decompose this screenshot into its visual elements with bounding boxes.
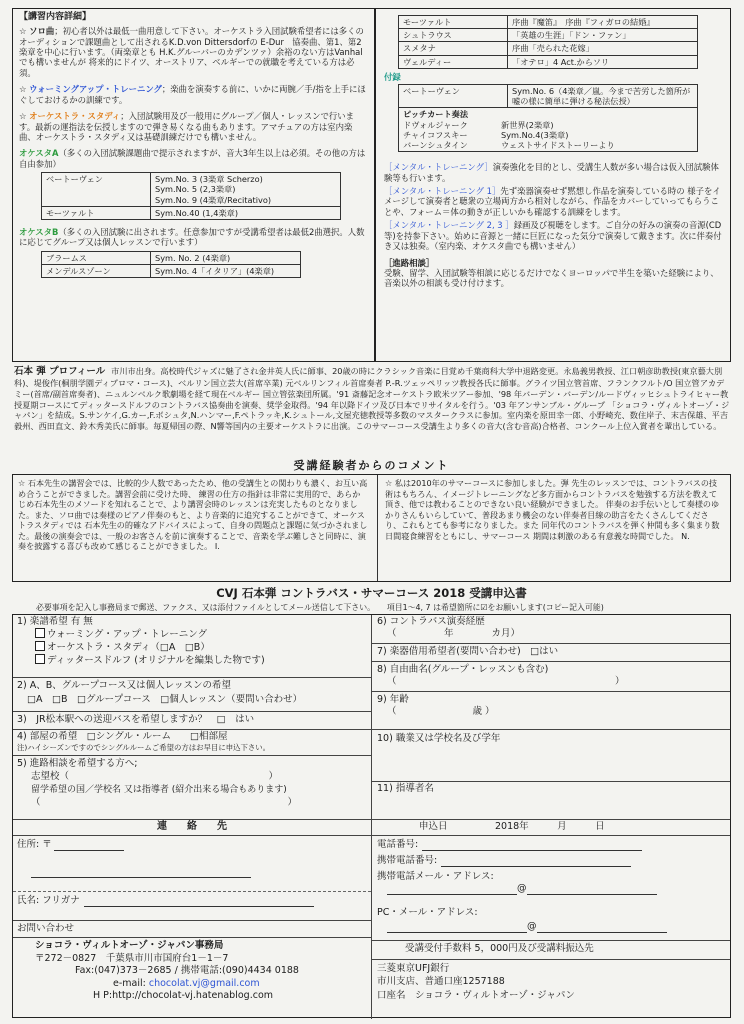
- postal-code-line[interactable]: [54, 841, 124, 851]
- table-row: [399, 16, 698, 29]
- appendix-table: [398, 84, 698, 152]
- contact-divider: [371, 819, 372, 1019]
- at-sign: @: [517, 882, 527, 894]
- table-row: [42, 264, 301, 277]
- phone-line[interactable]: [422, 841, 642, 851]
- composer-text: ドヴォルジャーク: [403, 119, 468, 130]
- inquiry-label: お問い合わせ: [17, 923, 75, 934]
- q11-label[interactable]: 11) 指導者名: [377, 783, 434, 794]
- mental2-text: 先ず楽器演奏せず黙想し作品を演奏している時の 様子をイメージして演奏者と聴衆の立場両方から相対しながら、作品をカバーしていってもらうことや、フォーム＝体の動きが正しいかも確認する訓練をします。: [384, 185, 721, 217]
- works-cell: Sym. No. 2 (4楽章): [151, 251, 301, 264]
- mobile-email-label: 携帯電話メール・アドレス:: [377, 871, 494, 882]
- form-line: [13, 937, 371, 938]
- q5-block[interactable]: [17, 757, 369, 809]
- q1-option[interactable]: [35, 641, 367, 654]
- solo-label: ソロ曲: [29, 26, 55, 37]
- form-line: [371, 959, 730, 960]
- q8-label: 8) 自由曲名(グループ・レッスンも含む): [377, 664, 549, 675]
- orch-text: ；入団試験用及び一般用にグループ／個人・レッスンで行います。最新の運指法を伝授しますので弾き易くなる曲もあります。アマチュアの方は室内楽曲、オーケストラ・スタディ又は基礎訓練だけでも構いません。: [19, 111, 355, 142]
- phone-field[interactable]: [377, 839, 727, 851]
- works-cell: Sym.No. 4「イタリア」(4楽章): [151, 264, 301, 277]
- mental1-section: [384, 162, 722, 183]
- composer-cell: モーツァルト: [42, 206, 151, 219]
- solo-section: ☆ ソロ曲；初心者以外は最低一曲用意して下さい。オーケストラ入団試験希望者には多くのオーディションで課題曲として出されるK.D.von Dittersdorfの E-Dur 協奏曲、第1、第2楽章を中心に行います。（両楽章とも H.K.グルーバーのカデンツァ）余裕のない方はVanhalでも構いませんが 将来的にドイツ、オーストリア、ベルギーでの就職を考えている方は必須。: [19, 26, 364, 78]
- table-row: [42, 251, 301, 264]
- course-details-box: [12, 8, 375, 362]
- form-line: [371, 940, 730, 941]
- works-cell: 「オテロ」4 Act.からソリ: [508, 55, 698, 68]
- q6-label: 6) コントラバス演奏経歴: [377, 616, 485, 627]
- bank-account: 口座名 ショコラ・ヴィルトオーゾ・ジャパン: [377, 989, 575, 1001]
- repertoire-box: [375, 8, 731, 362]
- checkbox-icon[interactable]: [35, 628, 45, 638]
- fee-label: 受講受付手数料 5，000円及び受講料振込先: [405, 943, 594, 954]
- works-cell: Sym.No. 3 (3楽章 Scherzo) Sym.No. 5 (2,3楽章) Sym.No. 9 (4楽章/Recitativo): [151, 173, 341, 207]
- q1-option-label: オーケストラ・スタディ（□A □B）: [47, 641, 210, 653]
- address-field[interactable]: [17, 839, 367, 851]
- composer-cell: ヴェルディー: [399, 55, 508, 68]
- address-label: 住所: 〒: [17, 839, 52, 850]
- works-text: 新世界(2楽章): [501, 119, 554, 130]
- works-cell: 序曲「売られた花嫁」: [508, 42, 698, 55]
- table-row: [399, 55, 698, 68]
- orchA-label: オケスタA: [19, 148, 59, 159]
- name-field[interactable]: [17, 895, 367, 907]
- q1-option[interactable]: [35, 628, 367, 641]
- profile-text: 市川市出身。高校時代ジャズに魅了され金井英人氏に師事、20歳の時にクラシック音楽に目覚め千葉商科大学中退路変更。永島義男教授、江口朝彦助教授(東京藝大別科)、堤俊作(桐朋学園ディプロマ・コース)、ベルリン国立芸大(首席卒業) 元ベルリンフィル首席奏者 P.-R.ツェッペリッツ教授各氏に師事。グライツ国立管首席、フランクフルト/O 国立管アカデミー(首席/副首席奏者)、ニュルンベルク歌劇場を経て現在ベルギー 国立管弦楽団所属。'91 斎藤記念オーケストラ欧米ツアー参加、'98 年バーデン・バーデン/ルードヴィッヒシュトライヒャー教授夏期コースにてディッタースドルフのコントラバス協奏曲を演奏、奨学金取得。'94 年以降ドイツ及び日本でリサイタルを行う。'03 年アンサンブル・グループ 「ショコラ・ヴィルトオーゾ・ジャパン」を結成。S.サンケイ,G.カー,F.ボシュタ,N.ハンマー,F.ペトラッキ,K.シュトール,文屋充徳教授等多数のマスタークラスに参加。室内楽を原田幸一郎、小野崎充、数住岸子、末吉保雄、平吉毅州、西田直文、鈴木秀美氏に師事。毎夏帰国の際、N響等国内の主要オーケストラに出演。このサマーコース受講生より多くの音大(含む音高)合格者、コンクール上位入賞者を輩出している。: [14, 366, 730, 431]
- composer-cell: モーツァルト: [399, 16, 508, 29]
- q9-label: 9) 年齢: [377, 694, 409, 705]
- works-cell: 「英雄の生涯」「ドン・ファン」: [508, 29, 698, 42]
- bank-branch: 市川支店、普通口座1257188: [377, 976, 505, 988]
- q5-paren[interactable]: （ ）: [31, 797, 298, 809]
- q9-fill[interactable]: （ 歳 ）: [387, 705, 495, 717]
- orchB-table: [41, 251, 301, 278]
- q7-block[interactable]: 7) 楽器借用希望者(要問い合わせ) □はい: [377, 646, 559, 657]
- q5-school[interactable]: 志望校（ ）: [31, 771, 279, 783]
- form-line: [371, 691, 730, 692]
- composer-cell: ブラームス: [42, 251, 151, 264]
- composer-cell: ベートーヴェン: [42, 173, 151, 207]
- orchA-section: [19, 148, 368, 169]
- table-row: [42, 173, 341, 207]
- appendix-label: 付録: [384, 71, 401, 82]
- form-line: [371, 661, 730, 662]
- profile-section: [14, 366, 730, 458]
- mental3-section: [384, 220, 722, 251]
- comment-right-text: 私は2010年のサマーコースに参加しました。弾 先生のレッスンでは、コントラバスの技術はもちろん、イメージトレーニングなど多方面からコントラバスを勉強する方法を教えて頂き、他では教わることのできない良い経験ができました。 伴奏のお手伝いとして奏様のゆかりさんもいらしていて、普段あまり機会のない伴奏者目線の助言をたくさんしてくださり、これもとても参考になりました。また 同年代のコントラバスを弾く仲間も多く集まり数日間寝食練習をともにし、サマーコース 期間は刺激のある有意義な時間でした。 N.: [385, 478, 720, 541]
- q4-block[interactable]: [17, 731, 367, 752]
- form-line: [13, 891, 371, 892]
- q10-label[interactable]: 10) 職業又は学校名及び学年: [377, 733, 501, 744]
- mobile-email-field[interactable]: [377, 871, 727, 895]
- apply-date[interactable]: 申込日 2018年 月 日: [419, 821, 605, 832]
- at-sign: @: [527, 920, 537, 932]
- mental1-text: 演奏強化を目的とし、受講生人数が多い場合は仮入団試験体験等も行います。: [384, 162, 719, 183]
- comment-right: ☆ 私は2010年のサマーコースに参加しました。弾 先生のレッスンでは、コントラバスの技術はもちろん、イメージトレーニングなど多方面からコントラバスを勉強する方法を教えて頂き、他では教わることのできない良い経験ができました。 伴奏のお手伝いとして奏様のゆかりさんもいらしていて、普段あまり機会のない伴奏者目線の助言をたくさんしてくださり、これもとても参考になりました。また 同年代のコントラバスを弾く仲間も多く集まり数日間寝食練習をともにし、サマーコース 期間は刺激のある有意義な時間でした。 N.: [385, 478, 720, 541]
- pizz-row: [403, 130, 693, 140]
- office-address: 〒272－0827 千葉県市川市国府台1－1－7: [35, 952, 229, 964]
- comment-divider: [377, 475, 378, 581]
- q1-option[interactable]: [35, 654, 367, 667]
- table-row: [42, 206, 341, 219]
- bank-name: 三菱東京UFJ銀行: [377, 963, 450, 974]
- orchB-section: [19, 227, 368, 248]
- name-line[interactable]: [84, 897, 314, 907]
- course-details-heading: 【講習内容詳細】: [19, 12, 92, 22]
- composer-cell: シュトラウス: [399, 29, 508, 42]
- form-line: [13, 677, 371, 678]
- application-form: [12, 614, 731, 1018]
- office-info: [17, 940, 367, 1003]
- form-line: [13, 755, 371, 756]
- composer-text: バーンシュタイン: [403, 139, 468, 150]
- pc-email-field[interactable]: [377, 907, 727, 933]
- orchA-table: [41, 172, 341, 220]
- bank-info: [377, 962, 727, 1002]
- mental2-label: ［メンタル・トレーニング 1］: [384, 185, 501, 196]
- office-fax: Fax:(047)373－2685 / 携帯電話:(090)4434 0188: [75, 965, 299, 977]
- orchA-text: （多くの入団試験課題曲で提示されますが、音大3年生以上は必須。その他の方は自由参加）: [19, 148, 366, 169]
- pizzicato-cell: [399, 108, 698, 152]
- q1-option-label: ウォーミング・アップ・トレーニング: [47, 628, 208, 640]
- career-text: 受験、留学、入団試験等相談に応じるだけでなくヨーロッパで半生を築いた経験により、音楽以外の相談も受け付けます。: [384, 267, 719, 289]
- office-hp-link[interactable]: http://chocolat-vj.hatenablog.com: [112, 990, 274, 1002]
- form-line: [371, 729, 730, 730]
- career-label: ［進路相談］: [384, 257, 435, 268]
- pizz-row: [403, 140, 693, 150]
- orchB-text: （多くの入団試験に出されます。任意参加ですが受講希望者は最低2曲選択。人数に応じてグループ又は個人レッスンで行います）: [19, 226, 365, 248]
- q2-block[interactable]: [17, 680, 367, 706]
- checkbox-icon[interactable]: [35, 654, 45, 664]
- form-line: [13, 711, 371, 712]
- office-email-link[interactable]: chocolat.vj@gmail.com: [148, 977, 260, 989]
- q2-label: 2) A、B、グループコース又は個人レッスンの希望: [17, 680, 231, 691]
- pc-email-domain-line[interactable]: [537, 923, 667, 933]
- table-row: [399, 42, 698, 55]
- works-cell: Sym.No. 6（4楽章／嵐。今まで苦労した箇所が嘘の様に簡単に弾ける秘法伝授）: [508, 85, 698, 108]
- pizzicato-heading: ピッチカート奏法: [403, 109, 469, 120]
- mobile-label: 携帯電話番号:: [377, 855, 438, 866]
- comments-box: [12, 474, 731, 582]
- warmup-section: ☆ ウォーミングアップ・トレーニング；楽曲を演奏する前に、いかに両腕／手/指を上手にほぐしておけるかの訓練です。: [19, 84, 366, 105]
- checkbox-icon[interactable]: [35, 641, 45, 651]
- q4-label[interactable]: 4) 部屋の希望 □シングル・ルーム □相部屋: [17, 731, 228, 742]
- profile-title: 石本 弾 プロフィール: [14, 366, 106, 377]
- form-divider: [371, 615, 372, 819]
- q5-abroad: 留学希望の国／学校名 又は指導者 (紹介出来る場合もあります): [31, 784, 287, 795]
- office-name: ショコラ・ヴィルトオーゾ・ジャパン事務局: [35, 940, 224, 951]
- q6-fill[interactable]: （ 年 カ月）: [387, 627, 521, 639]
- table-row: [399, 29, 698, 42]
- orch-section: ☆ オーケストラ・スタディ；入団試験用及び一般用にグループ／個人・レッスンで行います。最新の運指法を伝授しますので弾き易くなる曲もあります。アマチュアの方は室内楽曲、オーケストラ・スタディ又は基礎訓練だけでも構いません。: [19, 111, 355, 142]
- overture-table: [398, 15, 698, 69]
- contact-heading: 連 絡 先: [157, 821, 227, 832]
- table-row: [399, 108, 698, 152]
- mental3-text: 録画及び視聴をします。ご自分の好みの演奏の音源(CD等)を持参下さい。始めに音源と一緒に巨匠になった気分で演奏して戴きます。次に伴奏付き又は独奏。（室内楽、オケスタ曲でも構いません）: [384, 220, 722, 252]
- q9-block[interactable]: [377, 694, 727, 718]
- phone-label: 電話番号:: [377, 839, 419, 850]
- works-cell: Sym.No.40 (1,4楽章): [151, 206, 341, 219]
- address-line[interactable]: [31, 877, 251, 878]
- name-label: 氏名: フリガナ: [17, 895, 80, 906]
- form-line: [371, 643, 730, 644]
- comment-left: ☆ 石本先生の講習会では、比較的少人数であったため、他の受講生との関わりも濃く、お互い高め合うことができました。講習会前に受けた時、 練習の仕方の指針は非常に実用的で、あらかじめ石本先生のメソードを知れることで、より講習会時のレッスンは充実したものとなりました。また、ソロ曲では奏様のピアノ伴奏のもと、より音楽的に追究することができて、オーケストラスタディでは 石本先生の的確なアドバイスによって、自身の問題点と課題に気づかされました。最後の演奏会では、一般のお客さんを前に演奏することで、音楽を学ぶ難しさと同時に、演奏を披露する喜びも改めて感じることができました。 I.: [18, 478, 368, 552]
- office-hp-line: [17, 990, 367, 1003]
- q1-block[interactable]: [17, 616, 367, 667]
- email-label: e-mail:: [113, 977, 146, 989]
- orch-label: オーケストラ・スタディ: [29, 111, 121, 122]
- warmup-label: ウォーミングアップ・トレーニング: [29, 84, 162, 95]
- table-row: [399, 85, 698, 108]
- q4-note: 注)ハイシーズンですのでシングルルームご希望の方はお早目に申込下さい。: [17, 742, 271, 752]
- mobile-email-domain-line[interactable]: [527, 885, 657, 895]
- hp-label: H P:: [93, 990, 113, 1002]
- mental2-section: [384, 186, 722, 217]
- warmup-text: ；楽曲を演奏する前に、いかに両腕／手/指を上手にほぐしておけるかの訓練です。: [19, 84, 366, 105]
- composer-cell: メンデルスゾーン: [42, 264, 151, 277]
- pc-email-user-line[interactable]: [387, 923, 527, 933]
- q8-block[interactable]: [377, 664, 727, 688]
- mobile-email-user-line[interactable]: [387, 885, 517, 895]
- form-title: CVJ 石本弾 コントラバス・サマーコース 2018 受講申込書: [216, 586, 527, 600]
- works-text: ウェストサイドストーリーより: [501, 139, 615, 150]
- form-line: [13, 920, 371, 921]
- composer-text: チャイコフスキー: [403, 129, 468, 140]
- office-email-line: [17, 978, 367, 991]
- q5-label: 5) 進路相談を希望する方へ;: [17, 758, 138, 769]
- composer-cell: スメタナ: [399, 42, 508, 55]
- orchB-label: オケスタB: [19, 226, 59, 237]
- mental3-label: ［メンタル・トレーニング 2, 3 ］: [384, 220, 514, 231]
- pc-email-label: PC・メール・アドレス:: [377, 907, 478, 918]
- pizz-row: [403, 120, 693, 130]
- comments-title: 受講経験者からのコメント: [293, 459, 450, 472]
- comment-left-text: 石本先生の講習会では、比較的少人数であったため、他の受講生との関わりも濃く、お互い高め合うことができました。講習会前に受けた時、 練習の仕方の指針は非常に実用的で、あらかじめ石本先生のメソードを知れることで、より講習会時のレッスンは充実したものとなりました。また、ソロ曲では奏様のピアノ伴奏のもと、より音楽的に追究することができて、オーケストラスタディでは 石本先生の的確なアドバイスによって、自身の問題点と課題に気づかされました。最後の演奏会では、一般のお客さんを前に演奏することで、音楽を学ぶ難しさと同時に、演奏を披露する喜びも改めて感じることができました。 I.: [18, 478, 368, 552]
- mobile-field[interactable]: [377, 855, 727, 867]
- q2-options[interactable]: □A □B □グループコース □個人レッスン（要問い合わせ）: [27, 693, 303, 705]
- form-line: [13, 729, 371, 730]
- q1-option-label: ディッタースドルフ (オリジナルを編集した物です): [47, 654, 265, 666]
- q8-paren[interactable]: （ ）: [387, 675, 625, 687]
- mental1-label: ［メンタル・トレーニング］: [384, 162, 493, 173]
- q1-label: 1) 楽譜希望 有 無: [17, 616, 93, 627]
- form-line: [371, 781, 730, 782]
- solo-text: ；初心者以外は最低一曲用意して下さい。オーケストラ入団試験希望者には多くのオーディションで課題曲として出されるK.D.von Dittersdorfの E-Dur 協奏曲、第1、第2楽章を中心に行います。（両楽章とも H.K.グルーバーのカデンツァ）余裕のない方はVanhalでも構いませんが 将来的にドイツ、オーストリア、ベルギーでの就職を考えている方は必須。: [19, 26, 364, 78]
- works-cell: 序曲『魔笛』 序曲『フィガロの結婚』: [508, 16, 698, 29]
- form-instructions: 必要事項を記入し事務局まで郵送、ファクス、又は添付ファイルとしてメール送信して下さい。 項目1～4, 7 は希望箇所に☑をお願いします(コピー記入可能): [36, 603, 604, 612]
- composer-cell: ベートーヴェン: [399, 85, 508, 108]
- works-text: Sym.No.4(3楽章): [501, 129, 569, 140]
- mobile-line[interactable]: [441, 857, 631, 867]
- q6-block[interactable]: [377, 616, 727, 640]
- q3-block[interactable]: 3) JR松本駅への送迎バスを希望しますか？ □ はい: [17, 714, 255, 725]
